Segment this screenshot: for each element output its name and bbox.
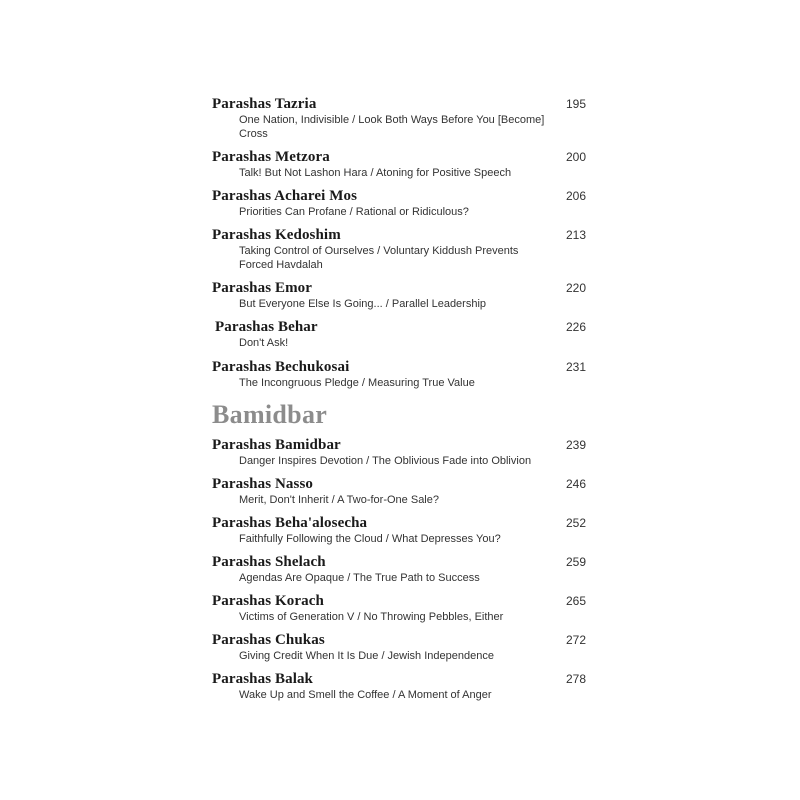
entry-subtitle: The Incongruous Pledge / Measuring True Value [239,377,475,389]
entry-page-number: 278 [565,672,586,686]
section-heading: Bamidbar [212,400,328,429]
toc-entry [212,554,588,585]
entry-page-number: 272 [565,633,586,647]
entry-subtitle: Talk! But Not Lashon Hara / Atoning for Positive Speech [239,167,512,179]
entry-page-number: 231 [565,360,586,374]
entry-subtitle: Don't Ask! [239,337,289,349]
entry-subtitle: Priorities Can Profane / Rational or Ridiculous? [239,206,469,218]
entry-title: Parashas Nasso [212,476,313,492]
entry-title: Parashas Acharei Mos [212,188,358,204]
entry-title: Parashas Bechukosai [212,359,350,375]
entry-page-number: 213 [565,228,586,242]
entry-title: Parashas Beha'alosecha [212,515,368,531]
entry-subtitle: Danger Inspires Devotion / The Oblivious Fade into Oblivion [239,455,532,467]
entry-page-number: 239 [565,438,586,452]
entry-page-number: 246 [565,477,586,491]
toc-entry [212,437,588,468]
entry-subtitle: Faithfully Following the Cloud / What Depresses You? [239,533,501,545]
toc-entry [212,476,588,507]
toc-entry [212,671,588,702]
toc-entry [212,188,588,219]
toc-entry [212,593,588,624]
entry-page-number: 200 [565,150,586,164]
toc-entry [212,319,588,350]
entry-page-number: 252 [565,516,586,530]
entry-page-number: 220 [565,281,586,295]
entry-title: Parashas Emor [212,280,313,296]
entry-title: Parashas Metzora [212,149,330,165]
entry-page-number: 206 [565,189,586,203]
entry-subtitle: One Nation, Indivisible / Look Both Ways Before You [Become] Cross [239,114,545,140]
toc-entry [212,359,588,390]
entry-title: Parashas Shelach [212,554,326,570]
entry-title: Parashas Kedoshim [212,227,341,243]
toc-entry [212,632,588,663]
entry-page-number: 265 [565,594,586,608]
entry-title: Parashas Chukas [212,632,325,648]
entry-subtitle: Giving Credit When It Is Due / Jewish Independence [239,650,494,662]
entry-page-number: 259 [565,555,586,569]
entry-subtitle: Victims of Generation V / No Throwing Pebbles, Either [239,611,504,623]
entry-title: Parashas Balak [212,671,314,687]
entry-subtitle: Merit, Don't Inherit / A Two-for-One Sale? [239,494,439,506]
toc-entry [212,280,588,311]
entry-subtitle: Wake Up and Smell the Coffee / A Moment of Anger [239,689,492,701]
entry-subtitle: Taking Control of Ourselves / Voluntary Kiddush Prevents Forced Havdalah [239,245,519,271]
entry-title: Parashas Bamidbar [212,437,341,453]
toc-entry [212,227,588,272]
entry-subtitle: Agendas Are Opaque / The True Path to Success [239,572,480,584]
toc-entry [212,515,588,546]
entry-page-number: 195 [565,97,586,111]
toc-entry [212,96,588,141]
toc-entry [212,149,588,180]
entry-subtitle: But Everyone Else Is Going... / Parallel Leadership [239,298,487,310]
entry-title: Parashas Tazria [212,96,317,112]
entry-title: Parashas Behar [215,319,318,335]
entry-title: Parashas Korach [212,593,324,609]
entry-page-number: 226 [565,320,586,334]
